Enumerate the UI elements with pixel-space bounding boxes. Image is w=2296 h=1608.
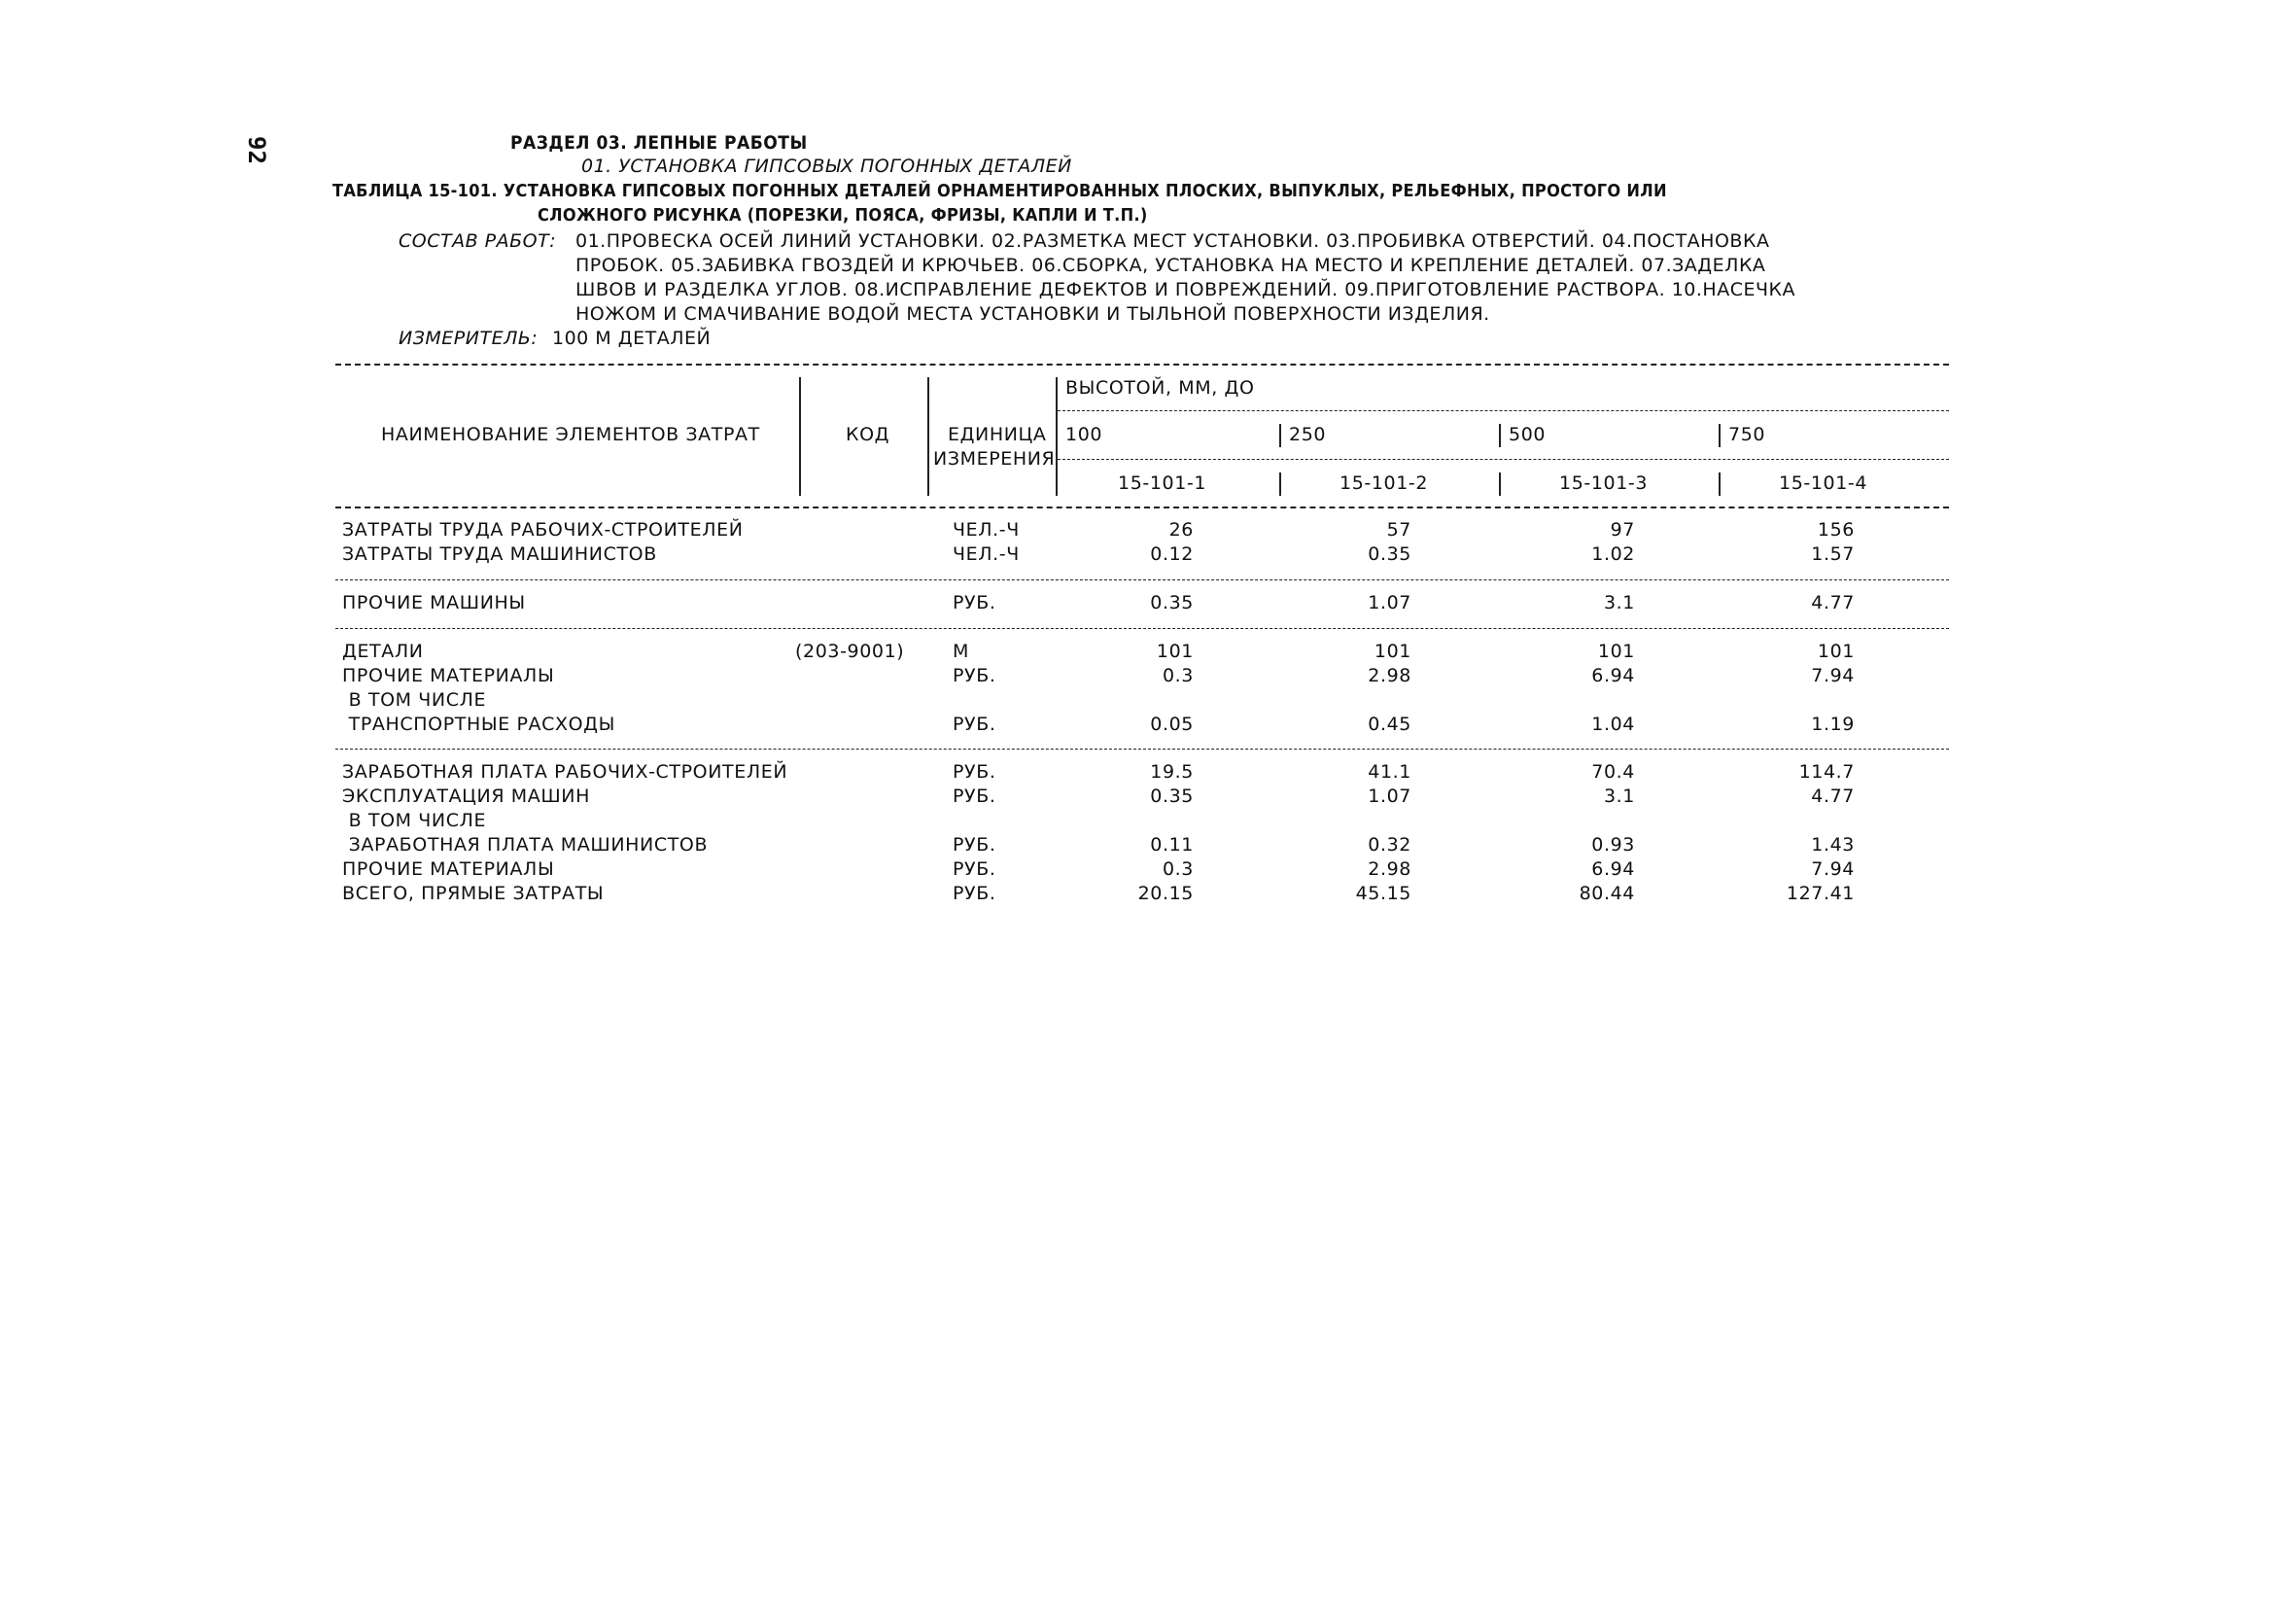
row-value: 6.94 [1591,858,1635,880]
section-title: РАЗДЕЛ 03. ЛЕПНЫЕ РАБОТЫ [510,132,808,154]
header-separator [1499,424,1501,447]
row-value: 41.1 [1368,761,1411,783]
table-title-line-1: ТАБЛИЦА 15-101. УСТАНОВКА ГИПСОВЫХ ПОГОННЫХ ДЕТАЛЕЙ ОРНАМЕНТИРОВАННЫХ ПЛОСКИХ, ВЫПУКЛЫХ, РЕЛЬЕФНЫХ, ПРОСТОГО ИЛИ [332,181,1667,201]
row-value: 4.77 [1811,786,1855,807]
row-name: ЗАРАБОТНАЯ ПЛАТА МАШИНИСТОВ [342,834,709,856]
header-separator [1719,472,1721,496]
row-unit: РУБ. [953,834,996,856]
row-value: 3.1 [1603,592,1635,613]
row-value: 7.94 [1811,858,1855,880]
subsection-title: 01. УСТАНОВКА ГИПСОВЫХ ПОГОННЫХ ДЕТАЛЕЙ [581,156,1072,177]
row-value: 0.3 [1162,858,1194,880]
page-number: 92 [243,136,270,164]
row-name: ПРОЧИЕ МАТЕРИАЛЫ [342,858,555,880]
row-value: 127.41 [1786,883,1855,904]
header-separator [799,377,801,496]
code-15-101-3: 15-101-3 [1559,472,1649,494]
row-value: 0.45 [1368,714,1411,735]
row-value: 101 [1374,641,1411,662]
heights-rule [1058,459,1949,460]
row-value: 70.4 [1591,761,1635,783]
row-unit: ЧЕЛ.-Ч [953,543,1020,565]
column-header-name: НАИМЕНОВАНИЕ ЭЛЕМЕНТОВ ЗАТРАТ [381,424,760,445]
row-value: 114.7 [1798,761,1855,783]
code-15-101-4: 15-101-4 [1779,472,1868,494]
table-title-line-2: СЛОЖНОГО РИСУНКА (ПОРЕЗКИ, ПОЯСА, ФРИЗЫ, КАПЛИ И Т.П.) [538,205,1148,226]
group-rule [335,628,1949,629]
row-value: 3.1 [1603,786,1635,807]
row-name: В ТОМ ЧИСЛЕ [342,689,487,711]
row-unit: РУБ. [953,665,996,686]
group-rule [335,749,1949,750]
row-value: 101 [1156,641,1194,662]
code-15-101-1: 15-101-1 [1118,472,1207,494]
height-group-header: ВЫСОТОЙ, ММ, ДО [1065,377,1255,399]
row-name: ЗАТРАТЫ ТРУДА МАШИНИСТОВ [342,543,657,565]
height-100: 100 [1065,424,1103,445]
row-value: 20.15 [1137,883,1194,904]
row-value: 101 [1597,641,1635,662]
row-value: 80.44 [1579,883,1635,904]
header-separator [1719,424,1721,447]
work-line-4: НОЖОМ И СМАЧИВАНИЕ ВОДОЙ МЕСТА УСТАНОВКИ И ТЫЛЬНОЙ ПОВЕРХНОСТИ ИЗДЕЛИЯ. [575,303,1490,325]
work-line-3: ШВОВ И РАЗДЕЛКА УГЛОВ. 08.ИСПРАВЛЕНИЕ ДЕФЕКТОВ И ПОВРЕЖДЕНИЙ. 09.ПРИГОТОВЛЕНИЕ РАСТВОРА. 10.НАСЕЧКА [575,279,1795,300]
height-750: 750 [1728,424,1766,445]
row-value: 2.98 [1368,665,1411,686]
row-name: ДЕТАЛИ [342,641,424,662]
header-separator [1279,424,1281,447]
row-name: ПРОЧИЕ МАТЕРИАЛЫ [342,665,555,686]
measure-label: ИЗМЕРИТЕЛЬ: [399,328,539,349]
header-separator [927,377,929,496]
row-unit: ЧЕЛ.-Ч [953,519,1020,541]
column-header-unit: ЕДИНИЦА [948,424,1047,445]
row-value: 0.35 [1150,592,1194,613]
row-name: ЗАТРАТЫ ТРУДА РАБОЧИХ-СТРОИТЕЛЕЙ [342,519,744,541]
header-separator [1499,472,1501,496]
measure-value: 100 М ДЕТАЛЕЙ [552,328,712,349]
row-name: ЗАРАБОТНАЯ ПЛАТА РАБОЧИХ-СТРОИТЕЛЕЙ [342,761,788,783]
height-header-rule [1058,410,1949,411]
table-top-rule [335,364,1949,366]
row-value: 156 [1817,519,1855,541]
row-value: 0.11 [1150,834,1194,856]
row-unit: РУБ. [953,761,996,783]
row-unit: РУБ. [953,786,996,807]
row-value: 0.93 [1591,834,1635,856]
row-value: 6.94 [1591,665,1635,686]
row-name: ТРАНСПОРТНЫЕ РАСХОДЫ [342,714,615,735]
row-value: 0.35 [1150,786,1194,807]
row-value: 1.02 [1591,543,1635,565]
row-value: 26 [1168,519,1194,541]
row-value: 0.05 [1150,714,1194,735]
row-value: 19.5 [1150,761,1194,783]
row-unit: РУБ. [953,714,996,735]
row-value: 1.57 [1811,543,1855,565]
height-250: 250 [1289,424,1327,445]
row-value: 57 [1386,519,1411,541]
work-line-1: 01.ПРОВЕСКА ОСЕЙ ЛИНИЙ УСТАНОВКИ. 02.РАЗМЕТКА МЕСТ УСТАНОВКИ. 03.ПРОБИВКА ОТВЕРСТИЙ. 04.ПОСТАНОВКА [575,230,1770,252]
row-value: 7.94 [1811,665,1855,686]
row-value: 1.07 [1368,592,1411,613]
column-header-code: КОД [846,424,890,445]
row-value: 1.43 [1811,834,1855,856]
work-line-2: ПРОБОК. 05.ЗАБИВКА ГВОЗДЕЙ И КРЮЧЬЕВ. 06.СБОРКА, УСТАНОВКА НА МЕСТО И КРЕПЛЕНИЕ ДЕТАЛЕЙ. 07.ЗАДЕЛКА [575,255,1766,276]
row-name: ЭКСПЛУАТАЦИЯ МАШИН [342,786,590,807]
row-value: 4.77 [1811,592,1855,613]
row-unit: РУБ. [953,592,996,613]
row-value: 2.98 [1368,858,1411,880]
row-value: 1.04 [1591,714,1635,735]
column-header-unit-2: ИЗМЕРЕНИЯ [933,448,1056,470]
header-separator [1279,472,1281,496]
work-label: СОСТАВ РАБОТ: [399,230,557,252]
row-unit: РУБ. [953,883,996,904]
row-name: В ТОМ ЧИСЛЕ [342,810,487,831]
header-bottom-rule [335,507,1949,508]
row-value: 0.32 [1368,834,1411,856]
code-15-101-2: 15-101-2 [1339,472,1429,494]
row-unit: М [953,641,969,662]
row-value: 1.19 [1811,714,1855,735]
group-rule [335,579,1949,580]
row-value: 101 [1817,641,1855,662]
row-name: ВСЕГО, ПРЯМЫЕ ЗАТРАТЫ [342,883,605,904]
row-code: (203-9001) [795,641,905,662]
header-separator [1056,377,1058,496]
row-value: 0.3 [1162,665,1194,686]
height-500: 500 [1509,424,1547,445]
row-value: 0.12 [1150,543,1194,565]
row-name: ПРОЧИЕ МАШИНЫ [342,592,526,613]
row-value: 0.35 [1368,543,1411,565]
row-value: 45.15 [1355,883,1411,904]
row-value: 1.07 [1368,786,1411,807]
row-value: 97 [1610,519,1635,541]
row-unit: РУБ. [953,858,996,880]
